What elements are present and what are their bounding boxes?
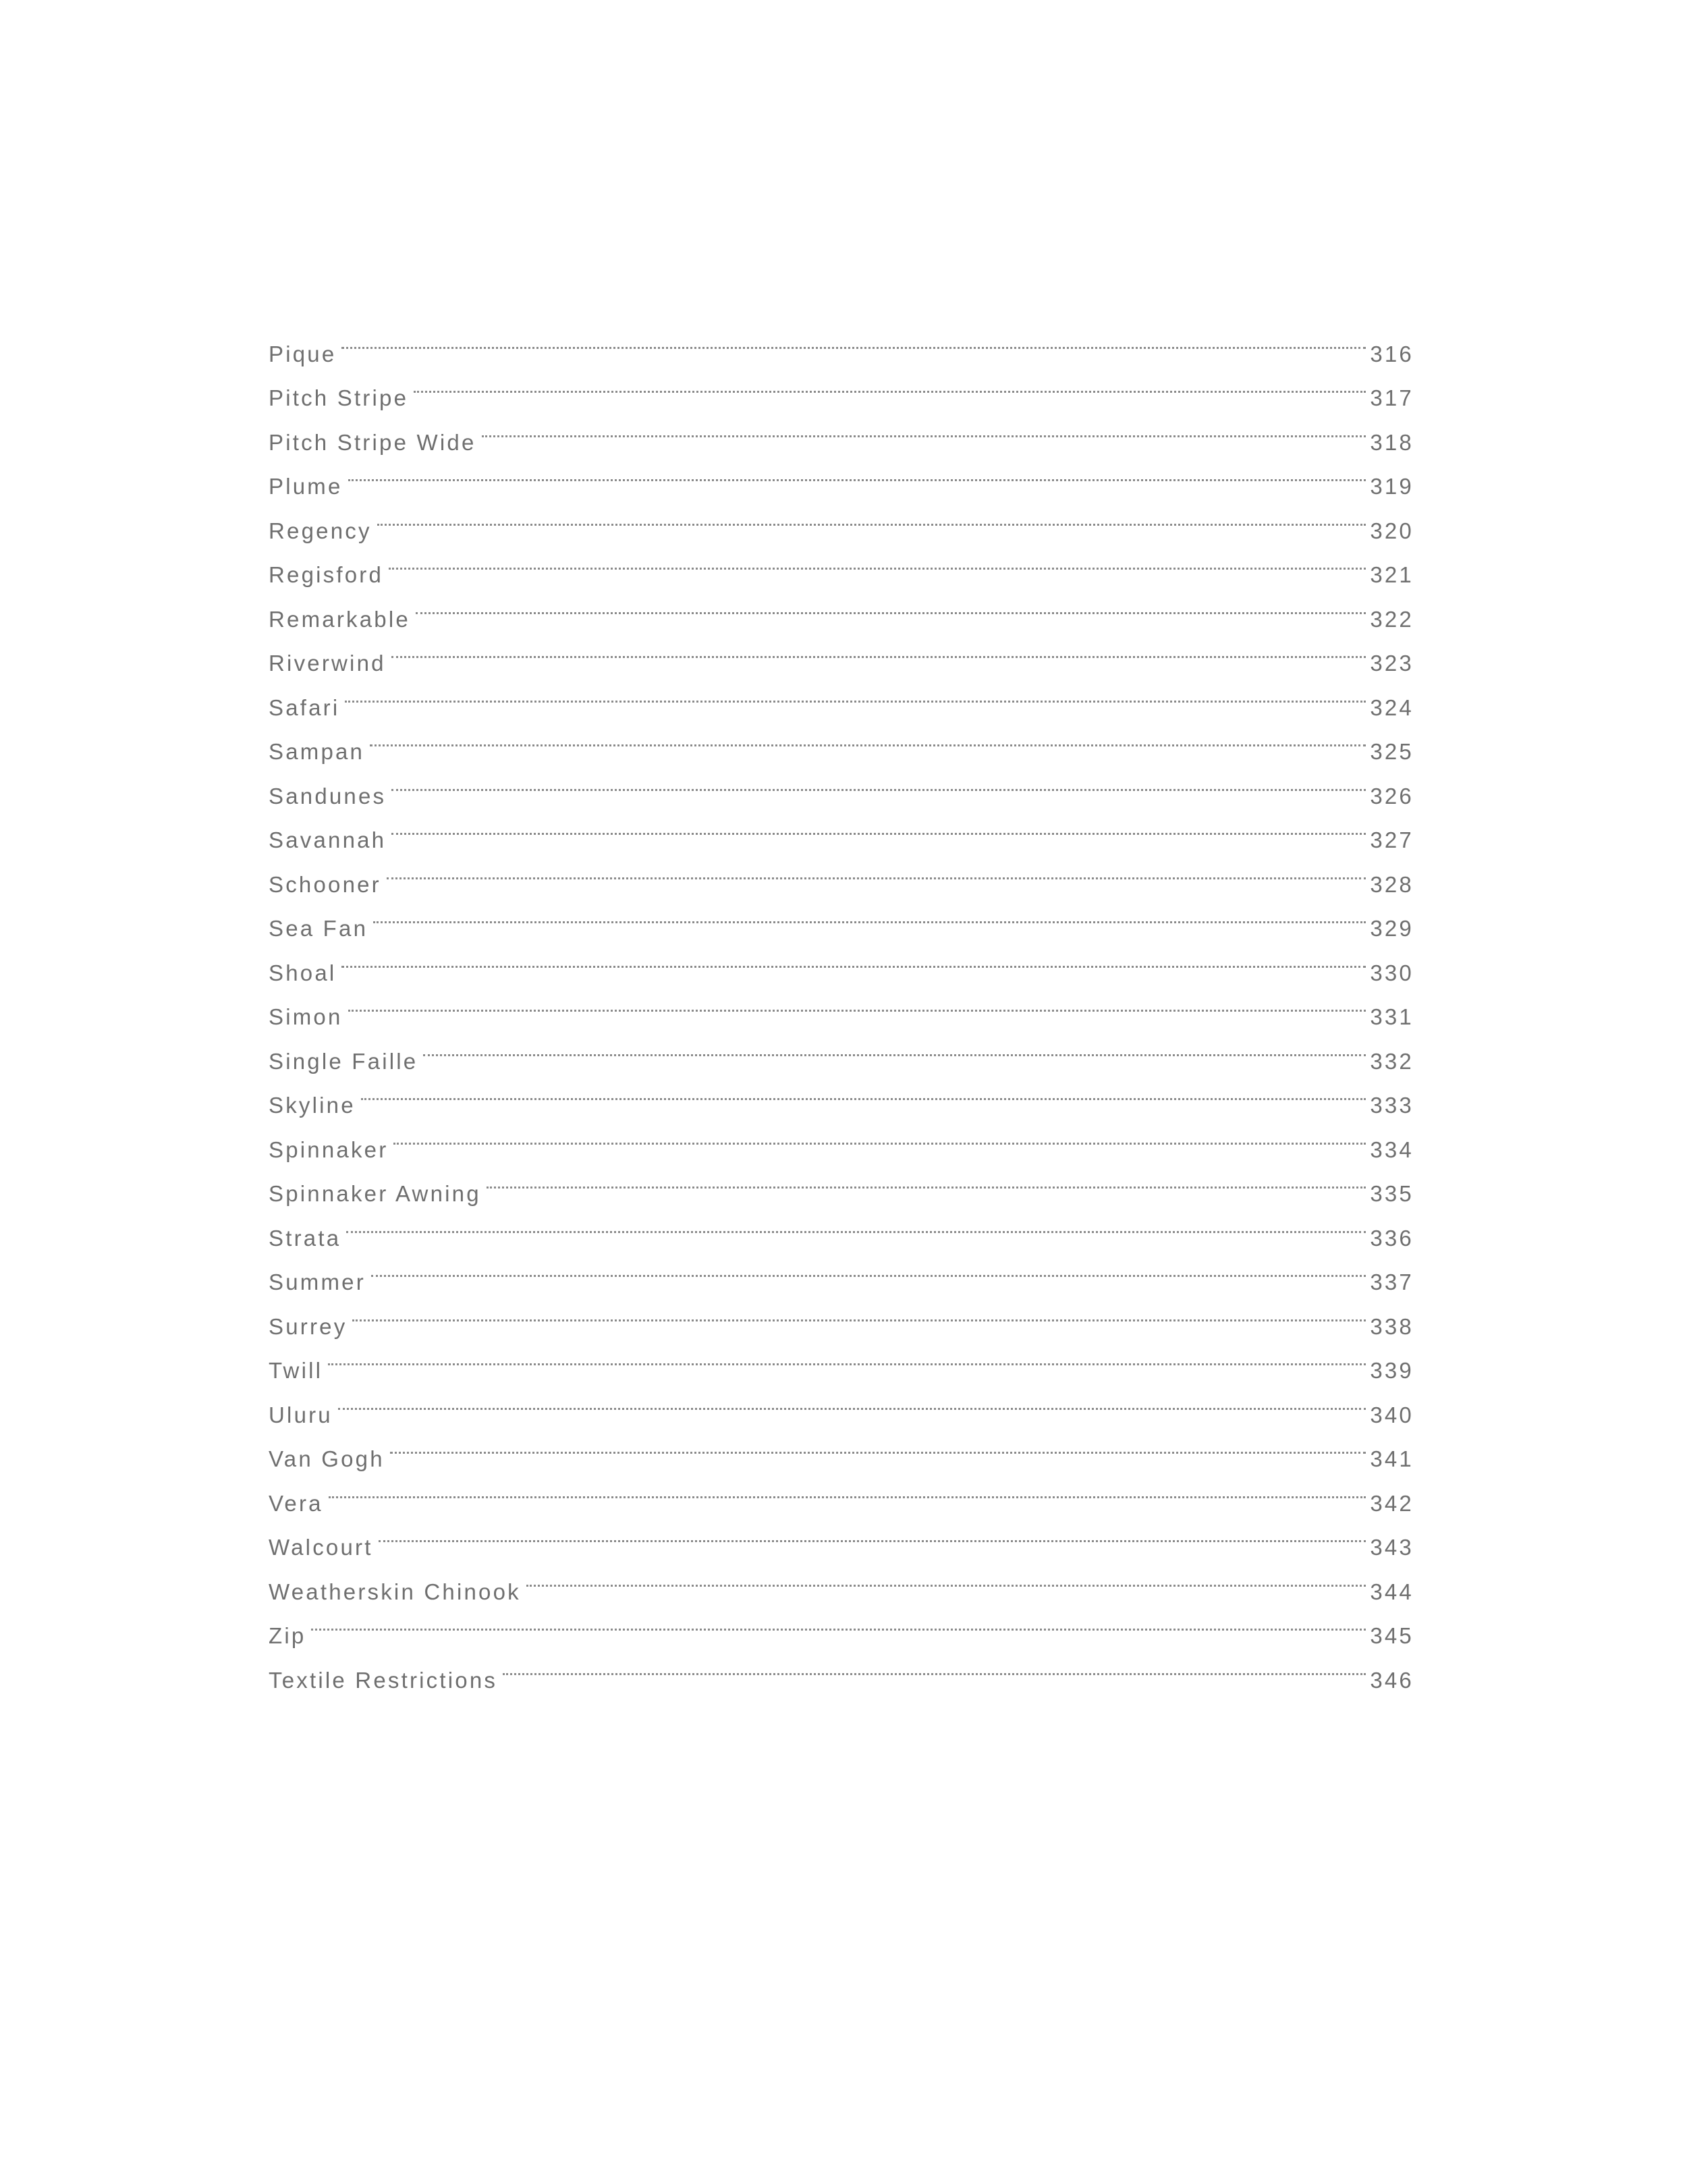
toc-entry-title: Pique <box>269 341 337 366</box>
toc-entry[interactable] <box>269 582 1414 632</box>
dot-leader <box>389 539 1366 583</box>
toc-entry-page-number: 335 <box>1370 1181 1414 1206</box>
toc-entry-title: Summer <box>269 1270 366 1294</box>
toc-entry[interactable] <box>269 1025 1414 1074</box>
toc-entry-page-number: 333 <box>1370 1093 1414 1118</box>
dot-leader <box>423 1025 1366 1069</box>
dot-leader <box>414 362 1366 406</box>
dot-leader <box>503 1643 1366 1688</box>
dot-leader <box>526 1555 1366 1600</box>
toc-entry-title: Surrey <box>269 1313 348 1339</box>
dot-leader <box>370 715 1366 760</box>
toc-entry-page-number: 322 <box>1370 606 1414 632</box>
toc-entry-page-number: 328 <box>1370 871 1414 897</box>
toc-entry-title: Strata <box>269 1225 341 1251</box>
dot-leader <box>341 317 1366 362</box>
dot-leader <box>348 981 1366 1025</box>
toc-entry[interactable] <box>269 539 1414 587</box>
toc-entry-page-number: 326 <box>1370 783 1414 809</box>
toc-entry[interactable] <box>269 1246 1414 1294</box>
toc-entry-page-number: 342 <box>1370 1490 1414 1516</box>
toc-entry-title: Simon <box>269 1004 343 1029</box>
toc-entry[interactable] <box>269 1290 1414 1339</box>
dot-leader <box>348 450 1366 495</box>
toc-entry-title: Pitch Stripe Wide <box>269 429 476 455</box>
dot-leader <box>329 1467 1366 1511</box>
dot-leader <box>387 848 1366 892</box>
toc-entry-title: Uluru <box>269 1402 333 1427</box>
toc-entry-title: Walcourt <box>269 1535 373 1560</box>
toc-entry-page-number: 338 <box>1370 1313 1414 1339</box>
toc-entry-title: Skyline <box>269 1093 356 1118</box>
dot-leader <box>391 627 1366 672</box>
dot-leader <box>391 804 1366 848</box>
toc-entry[interactable] <box>269 1643 1414 1693</box>
dot-leader <box>373 892 1366 937</box>
toc-entry-page-number: 318 <box>1370 429 1414 455</box>
toc-entry-title: Weatherskin Chinook <box>269 1579 521 1604</box>
toc-entry-page-number: 327 <box>1370 827 1414 852</box>
toc-entry-title: Sea Fan <box>269 916 368 941</box>
toc-entry-title: Shoal <box>269 960 337 985</box>
toc-entry-title: Regisford <box>269 562 384 587</box>
toc-entry-title: Sandunes <box>269 783 387 809</box>
toc-entry-title: Twill <box>269 1358 323 1383</box>
toc-entry[interactable] <box>269 1423 1414 1471</box>
table-of-contents <box>269 317 1414 1693</box>
toc-entry[interactable] <box>269 1378 1414 1427</box>
toc-entry[interactable] <box>269 1157 1414 1206</box>
dot-leader <box>346 1201 1366 1246</box>
toc-entry-page-number: 329 <box>1370 916 1414 941</box>
toc-entry-page-number: 339 <box>1370 1358 1414 1383</box>
toc-entry-page-number: 320 <box>1370 518 1414 543</box>
toc-entry[interactable] <box>269 804 1414 852</box>
toc-entry-page-number: 319 <box>1370 474 1414 499</box>
dot-leader <box>341 936 1366 981</box>
toc-entry-title: Spinnaker <box>269 1137 389 1162</box>
toc-entry-title: Van Gogh <box>269 1446 385 1471</box>
toc-entry[interactable] <box>269 848 1414 897</box>
toc-entry[interactable] <box>269 759 1414 809</box>
dot-leader <box>390 1423 1366 1467</box>
toc-entry-title: Savannah <box>269 827 387 852</box>
toc-entry-page-number: 340 <box>1370 1402 1414 1427</box>
toc-entry-title: Regency <box>269 518 372 543</box>
toc-entry[interactable] <box>269 981 1414 1029</box>
dot-leader <box>328 1334 1366 1379</box>
toc-entry[interactable] <box>269 1511 1414 1560</box>
toc-entry-title: Single Faille <box>269 1048 418 1074</box>
dot-leader <box>391 759 1366 804</box>
dot-leader <box>416 582 1366 627</box>
toc-entry[interactable] <box>269 627 1414 676</box>
dot-leader <box>345 671 1366 715</box>
toc-entry-page-number: 321 <box>1370 562 1414 587</box>
dot-leader <box>338 1378 1366 1423</box>
toc-entry-page-number: 337 <box>1370 1270 1414 1294</box>
toc-entry-page-number: 334 <box>1370 1137 1414 1162</box>
toc-entry[interactable] <box>269 715 1414 764</box>
toc-entry[interactable] <box>269 406 1414 455</box>
toc-entry-title: Vera <box>269 1490 323 1516</box>
toc-entry-title: Spinnaker Awning <box>269 1181 481 1206</box>
toc-entry-page-number: 317 <box>1370 385 1414 410</box>
dot-leader <box>393 1113 1366 1157</box>
toc-entry-page-number: 330 <box>1370 960 1414 985</box>
toc-entry[interactable] <box>269 1069 1414 1118</box>
toc-entry-page-number: 325 <box>1370 739 1414 764</box>
toc-entry-page-number: 316 <box>1370 341 1414 366</box>
toc-entry[interactable] <box>269 892 1414 941</box>
toc-entry-title: Sampan <box>269 739 365 764</box>
dot-leader <box>371 1246 1366 1290</box>
dot-leader <box>361 1069 1366 1114</box>
dot-leader <box>311 1600 1366 1644</box>
toc-entry-title: Plume <box>269 474 343 499</box>
toc-entry[interactable] <box>269 1201 1414 1251</box>
toc-entry[interactable] <box>269 450 1414 499</box>
toc-entry[interactable] <box>269 1467 1414 1516</box>
toc-entry-title: Riverwind <box>269 651 386 676</box>
toc-entry-page-number: 341 <box>1370 1446 1414 1471</box>
toc-entry[interactable] <box>269 1113 1414 1162</box>
toc-entry-page-number: 336 <box>1370 1225 1414 1251</box>
dot-leader <box>487 1157 1366 1202</box>
toc-entry[interactable] <box>269 1555 1414 1604</box>
toc-entry-page-number: 324 <box>1370 694 1414 720</box>
toc-entry-page-number: 345 <box>1370 1623 1414 1648</box>
toc-entry-page-number: 332 <box>1370 1048 1414 1074</box>
toc-entry[interactable] <box>269 362 1414 410</box>
toc-entry-page-number: 331 <box>1370 1004 1414 1029</box>
toc-entry-page-number: 343 <box>1370 1535 1414 1560</box>
toc-entry-page-number: 344 <box>1370 1579 1414 1604</box>
toc-entry-title: Safari <box>269 694 340 720</box>
toc-entry-title: Schooner <box>269 871 381 897</box>
toc-entry-title: Textile Restrictions <box>269 1667 498 1693</box>
dot-leader <box>352 1290 1366 1334</box>
toc-entry-title: Remarkable <box>269 606 410 632</box>
toc-entry-title: Zip <box>269 1623 306 1648</box>
toc-entry[interactable] <box>269 671 1414 720</box>
toc-entry[interactable] <box>269 494 1414 543</box>
dot-leader <box>377 494 1366 539</box>
toc-entry[interactable] <box>269 1600 1414 1648</box>
dot-leader <box>482 406 1366 450</box>
toc-entry[interactable] <box>269 1334 1414 1383</box>
toc-entry[interactable] <box>269 317 1414 366</box>
dot-leader <box>379 1511 1366 1556</box>
toc-entry-title: Pitch Stripe <box>269 385 409 410</box>
toc-entry-page-number: 346 <box>1370 1667 1414 1693</box>
toc-entry[interactable] <box>269 936 1414 985</box>
toc-entry-page-number: 323 <box>1370 651 1414 676</box>
